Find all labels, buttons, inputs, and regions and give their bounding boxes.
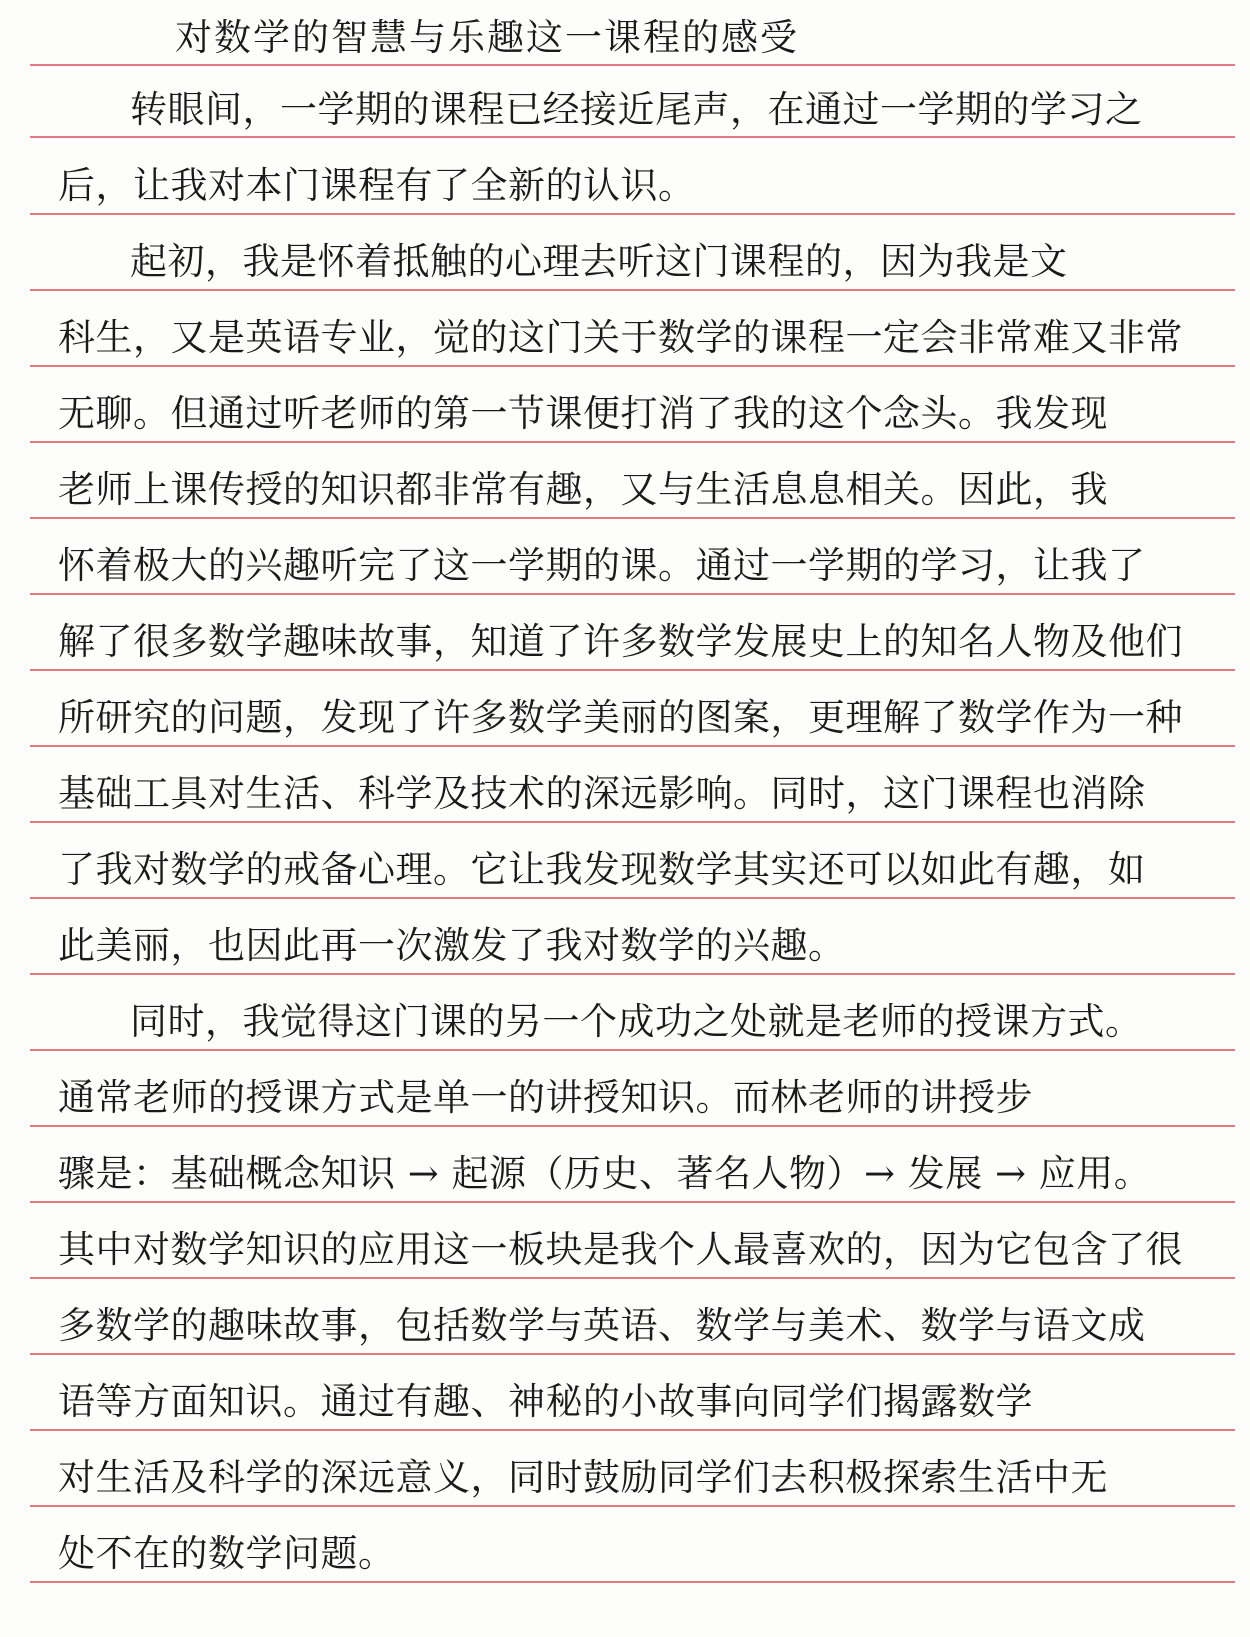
essay-line: 语等方面知识。通过有趣、神秘的小故事向同学们揭露数学 [58,1380,1033,1423]
essay-line: 处不在的数学问题。 [58,1532,396,1575]
essay-line: 骤是：基础概念知识 → 起源（历史、著名人物）→ 发展 → 应用。 [58,1152,1152,1195]
essay-line: 此美丽，也因此再一次激发了我对数学的兴趣。 [58,924,846,967]
essay-line: 怀着极大的兴趣听完了这一学期的课。通过一学期的学习，让我了 [58,544,1146,587]
essay-line: 起初，我是怀着抵触的心理去听这门课程的，因为我是文 [130,240,1068,283]
essay-line: 转眼间，一学期的课程已经接近尾声，在通过一学期的学习之 [130,88,1143,131]
essay-title: 对数学的智慧与乐趣这一课程的感受 [175,16,799,59]
essay-line: 解了很多数学趣味故事，知道了许多数学发展史上的知名人物及他们 [58,620,1183,663]
essay-line: 基础工具对生活、科学及技术的深远影响。同时，这门课程也消除 [58,772,1146,815]
essay-line: 后，让我对本门课程有了全新的认识。 [58,164,696,207]
essay-line: 多数学的趣味故事，包括数学与英语、数学与美术、数学与语文成 [58,1304,1146,1347]
essay-line: 了我对数学的戒备心理。它让我发现数学其实还可以如此有趣，如 [58,848,1146,891]
essay-line: 对生活及科学的深远意义，同时鼓励同学们去积极探索生活中无 [58,1456,1108,1499]
essay-line: 所研究的问题，发现了许多数学美丽的图案，更理解了数学作为一种 [58,696,1183,739]
essay-line: 其中对数学知识的应用这一板块是我个人最喜欢的，因为它包含了很 [58,1228,1183,1271]
essay-line: 无聊。但通过听老师的第一节课便打消了我的这个念头。我发现 [58,392,1108,435]
essay-line: 老师上课传授的知识都非常有趣，又与生活息息相关。因此，我 [58,468,1108,511]
essay-line: 通常老师的授课方式是单一的讲授知识。而林老师的讲授步 [58,1076,1033,1119]
essay-line: 同时，我觉得这门课的另一个成功之处就是老师的授课方式。 [130,1000,1143,1043]
essay-line: 科生，又是英语专业，觉的这门关于数学的课程一定会非常难又非常 [58,316,1183,359]
